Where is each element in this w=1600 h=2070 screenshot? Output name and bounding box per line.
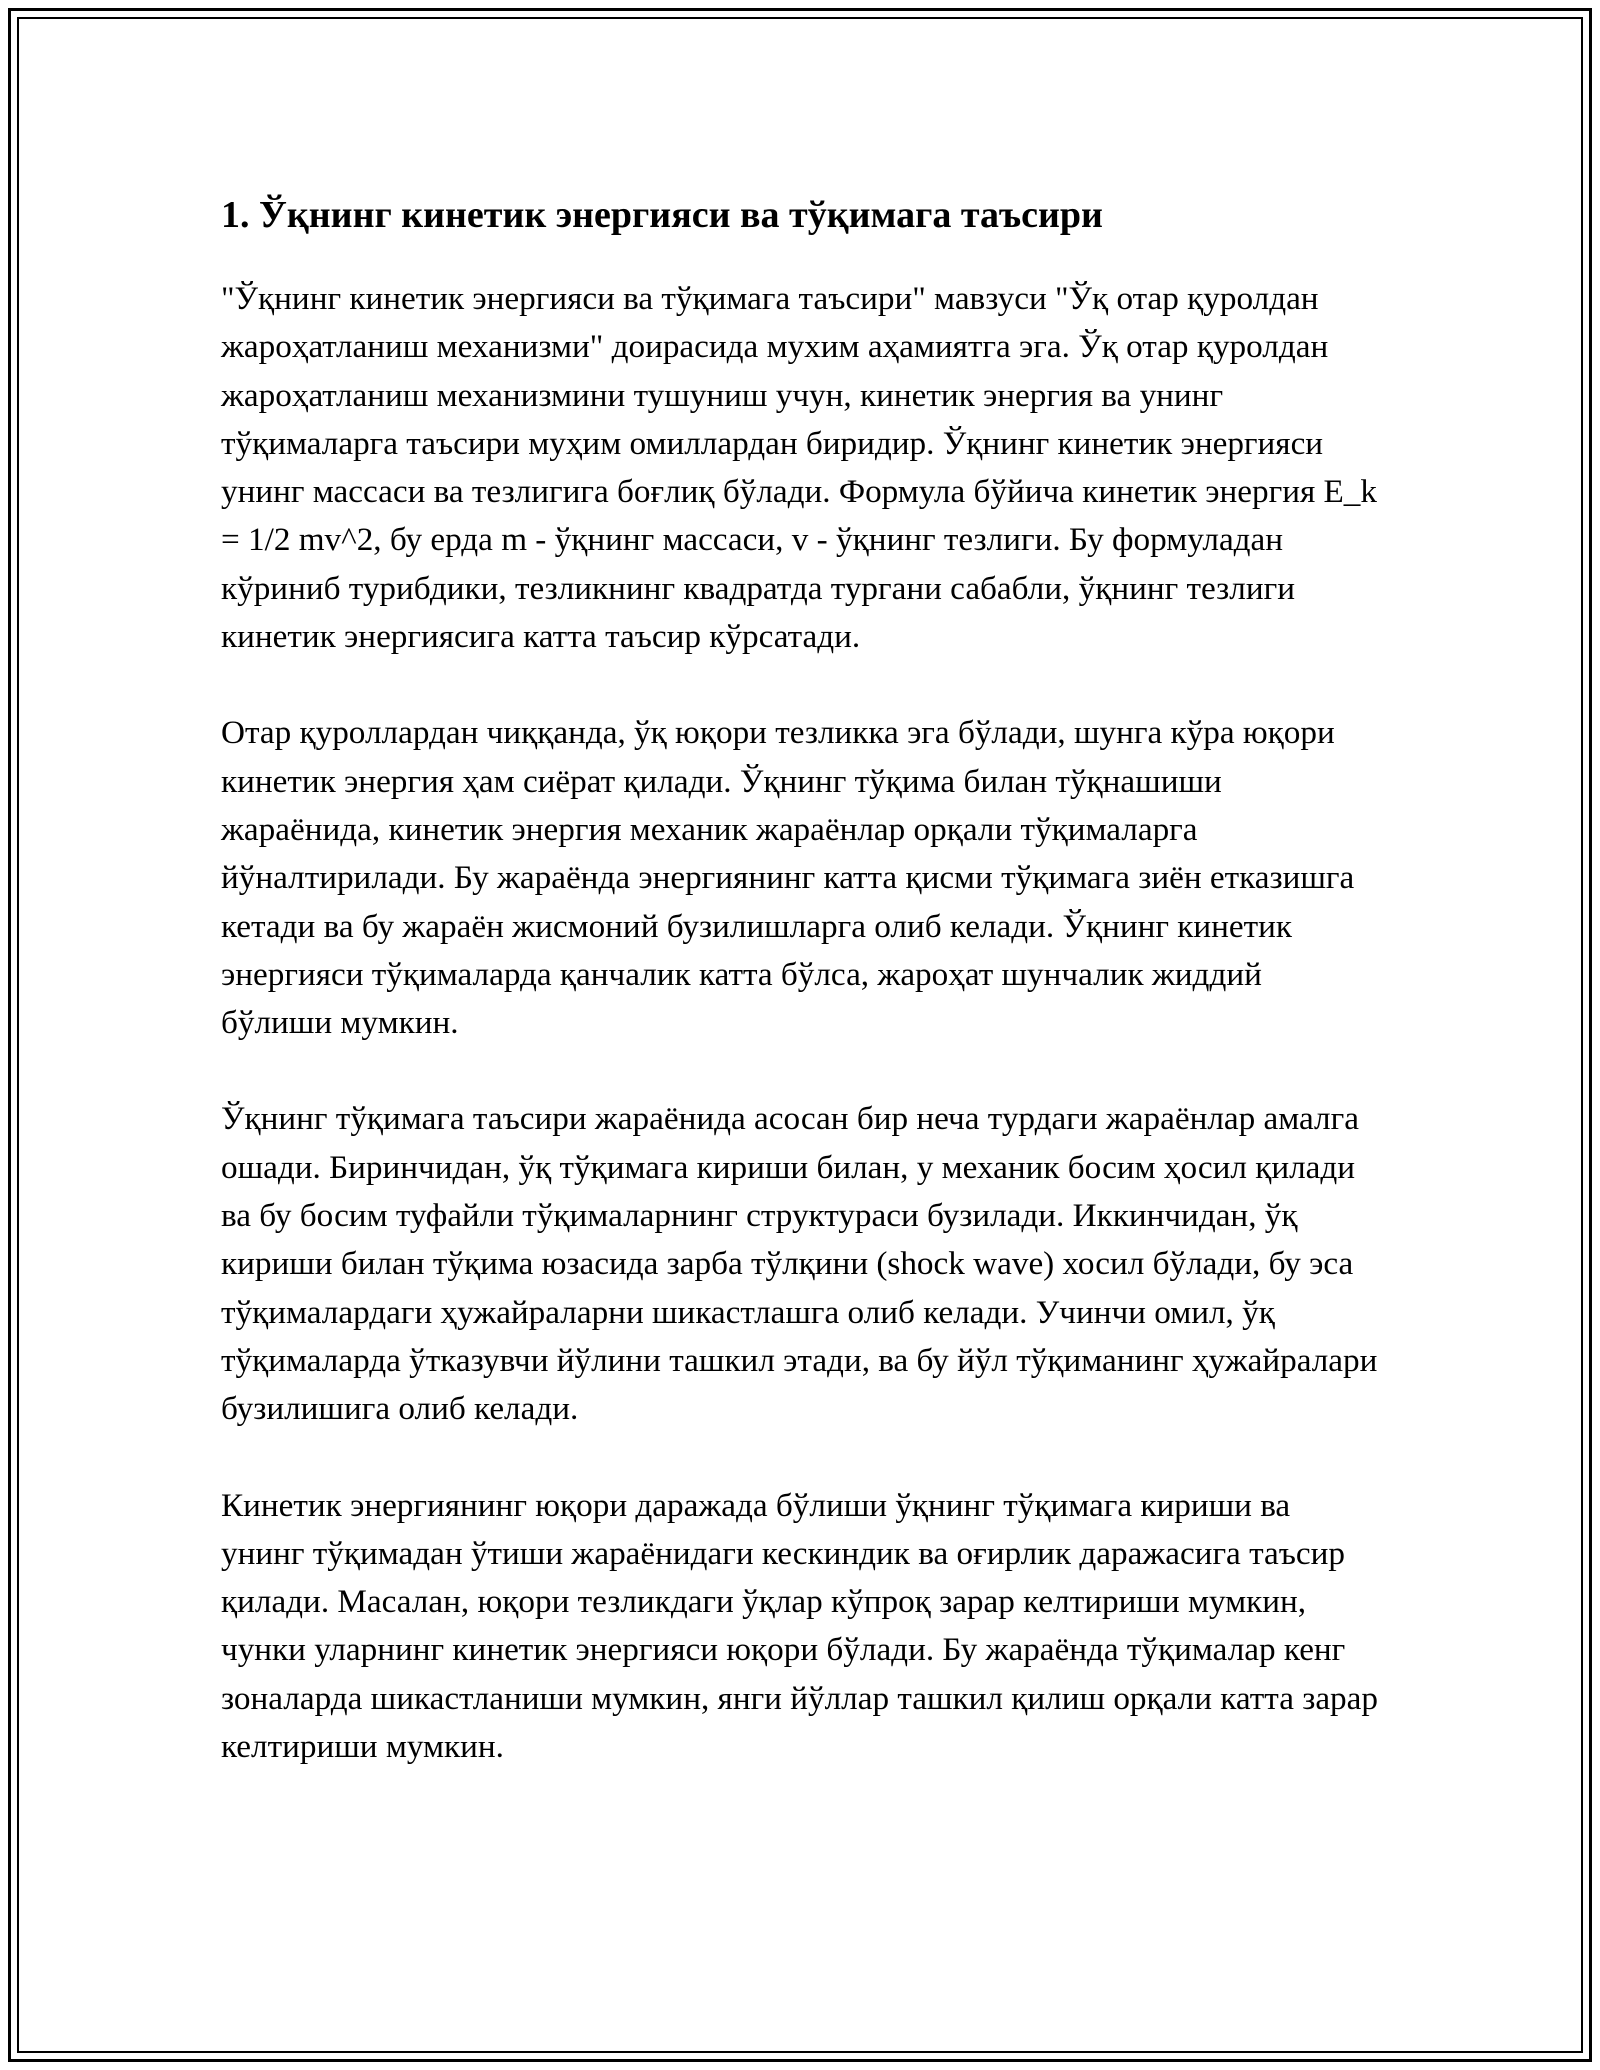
paragraph-2: Отар қуроллардан чиққанда, ўқ юқори тезликка эга бўлади, шунга кўра юқори кинетик энергия ҳам сиёрат қилади. Ўқнинг тўқима билан тўқнашиши жараёнида, кинетик энергия механик жараёнлар орқали тўқималарга йўналтирилади. Бу жараёнда энергиянинг катта қисми тўқимага зиён етказишга кетади ва бу жараён жисмоний бузилишларга олиб келади. Ўқнинг кинетик энергияси тўқималарда қанчалик катта бўлса, жароҳат шунчалик жиддий бўлиши мумкин. [221, 714, 1355, 1042]
document-body [221, 185, 1381, 1819]
section-heading: 1. Ўқнинг кинетик энергияси ва тўқимага таъсири [221, 194, 1103, 236]
paragraph-4: Кинетик энергиянинг юқори даражада бўлиши ўқнинг тўқимага кириши ва унинг тўқимадан ўтиши жараёнидаги кескиндик ва оғирлик даражасига таъсир қилади. Масалан, юқори тезликдаги ўқлар кўпроқ зарар келтириши мумкин, чунки уларнинг кинетик энергияси юқори бўлади. Бу жараёнда тўқималар кенг зоналарда шикастланиши мумкин, янги йўллар ташкил қилиш орқали катта зарар келтириши мумкин. [221, 1486, 1378, 1766]
paragraph-1: "Ўқнинг кинетик энергияси ва тўқимага таъсири" мавзуси "Ўқ отар қуролдан жароҳатланиш механизми" доирасида мухим аҳамиятга эга. Ўқ отар қуролдан жароҳатланиш механизмини тушуниш учун, кинетик энергия ва унинг тўқималарга таъсири муҳим омиллардан биридир. Ўқнинг кинетик энергияси унинг массаси ва тезлигига боғлиқ бўлади. Формула бўйича кинетик энергия E_k = 1/2 mv^2, бу ерда m - ўқнинг массаси, v - ўқнинг тезлиги. Бу формуладан кўриниб турибдики, тезликнинг квадратда тургани сабабли, ўқнинг тезлиги кинетик энергиясига катта таъсир кўрсатади. [221, 280, 1377, 656]
paragraph-3: Ўқнинг тўқимага таъсири жараёнида асосан бир неча турдаги жараёнлар амалга ошади. Биринчидан, ўқ тўқимага кириши билан, у механик босим ҳосил қилади ва бу босим туфайли тўқималарнинг структураси бузилади. Иккинчидан, ўқ кириши билан тўқима юзасида зарба тўлқини (shock wave) хосил бўлади, бу эса тўқималардаги ҳужайраларни шикастлашга олиб келади. Учинчи омил, ўқ тўқималарда ўтказувчи йўлини ташкил этади, ва бу йўл тўқиманинг ҳужайралари бузилишига олиб келади. [221, 1100, 1378, 1428]
